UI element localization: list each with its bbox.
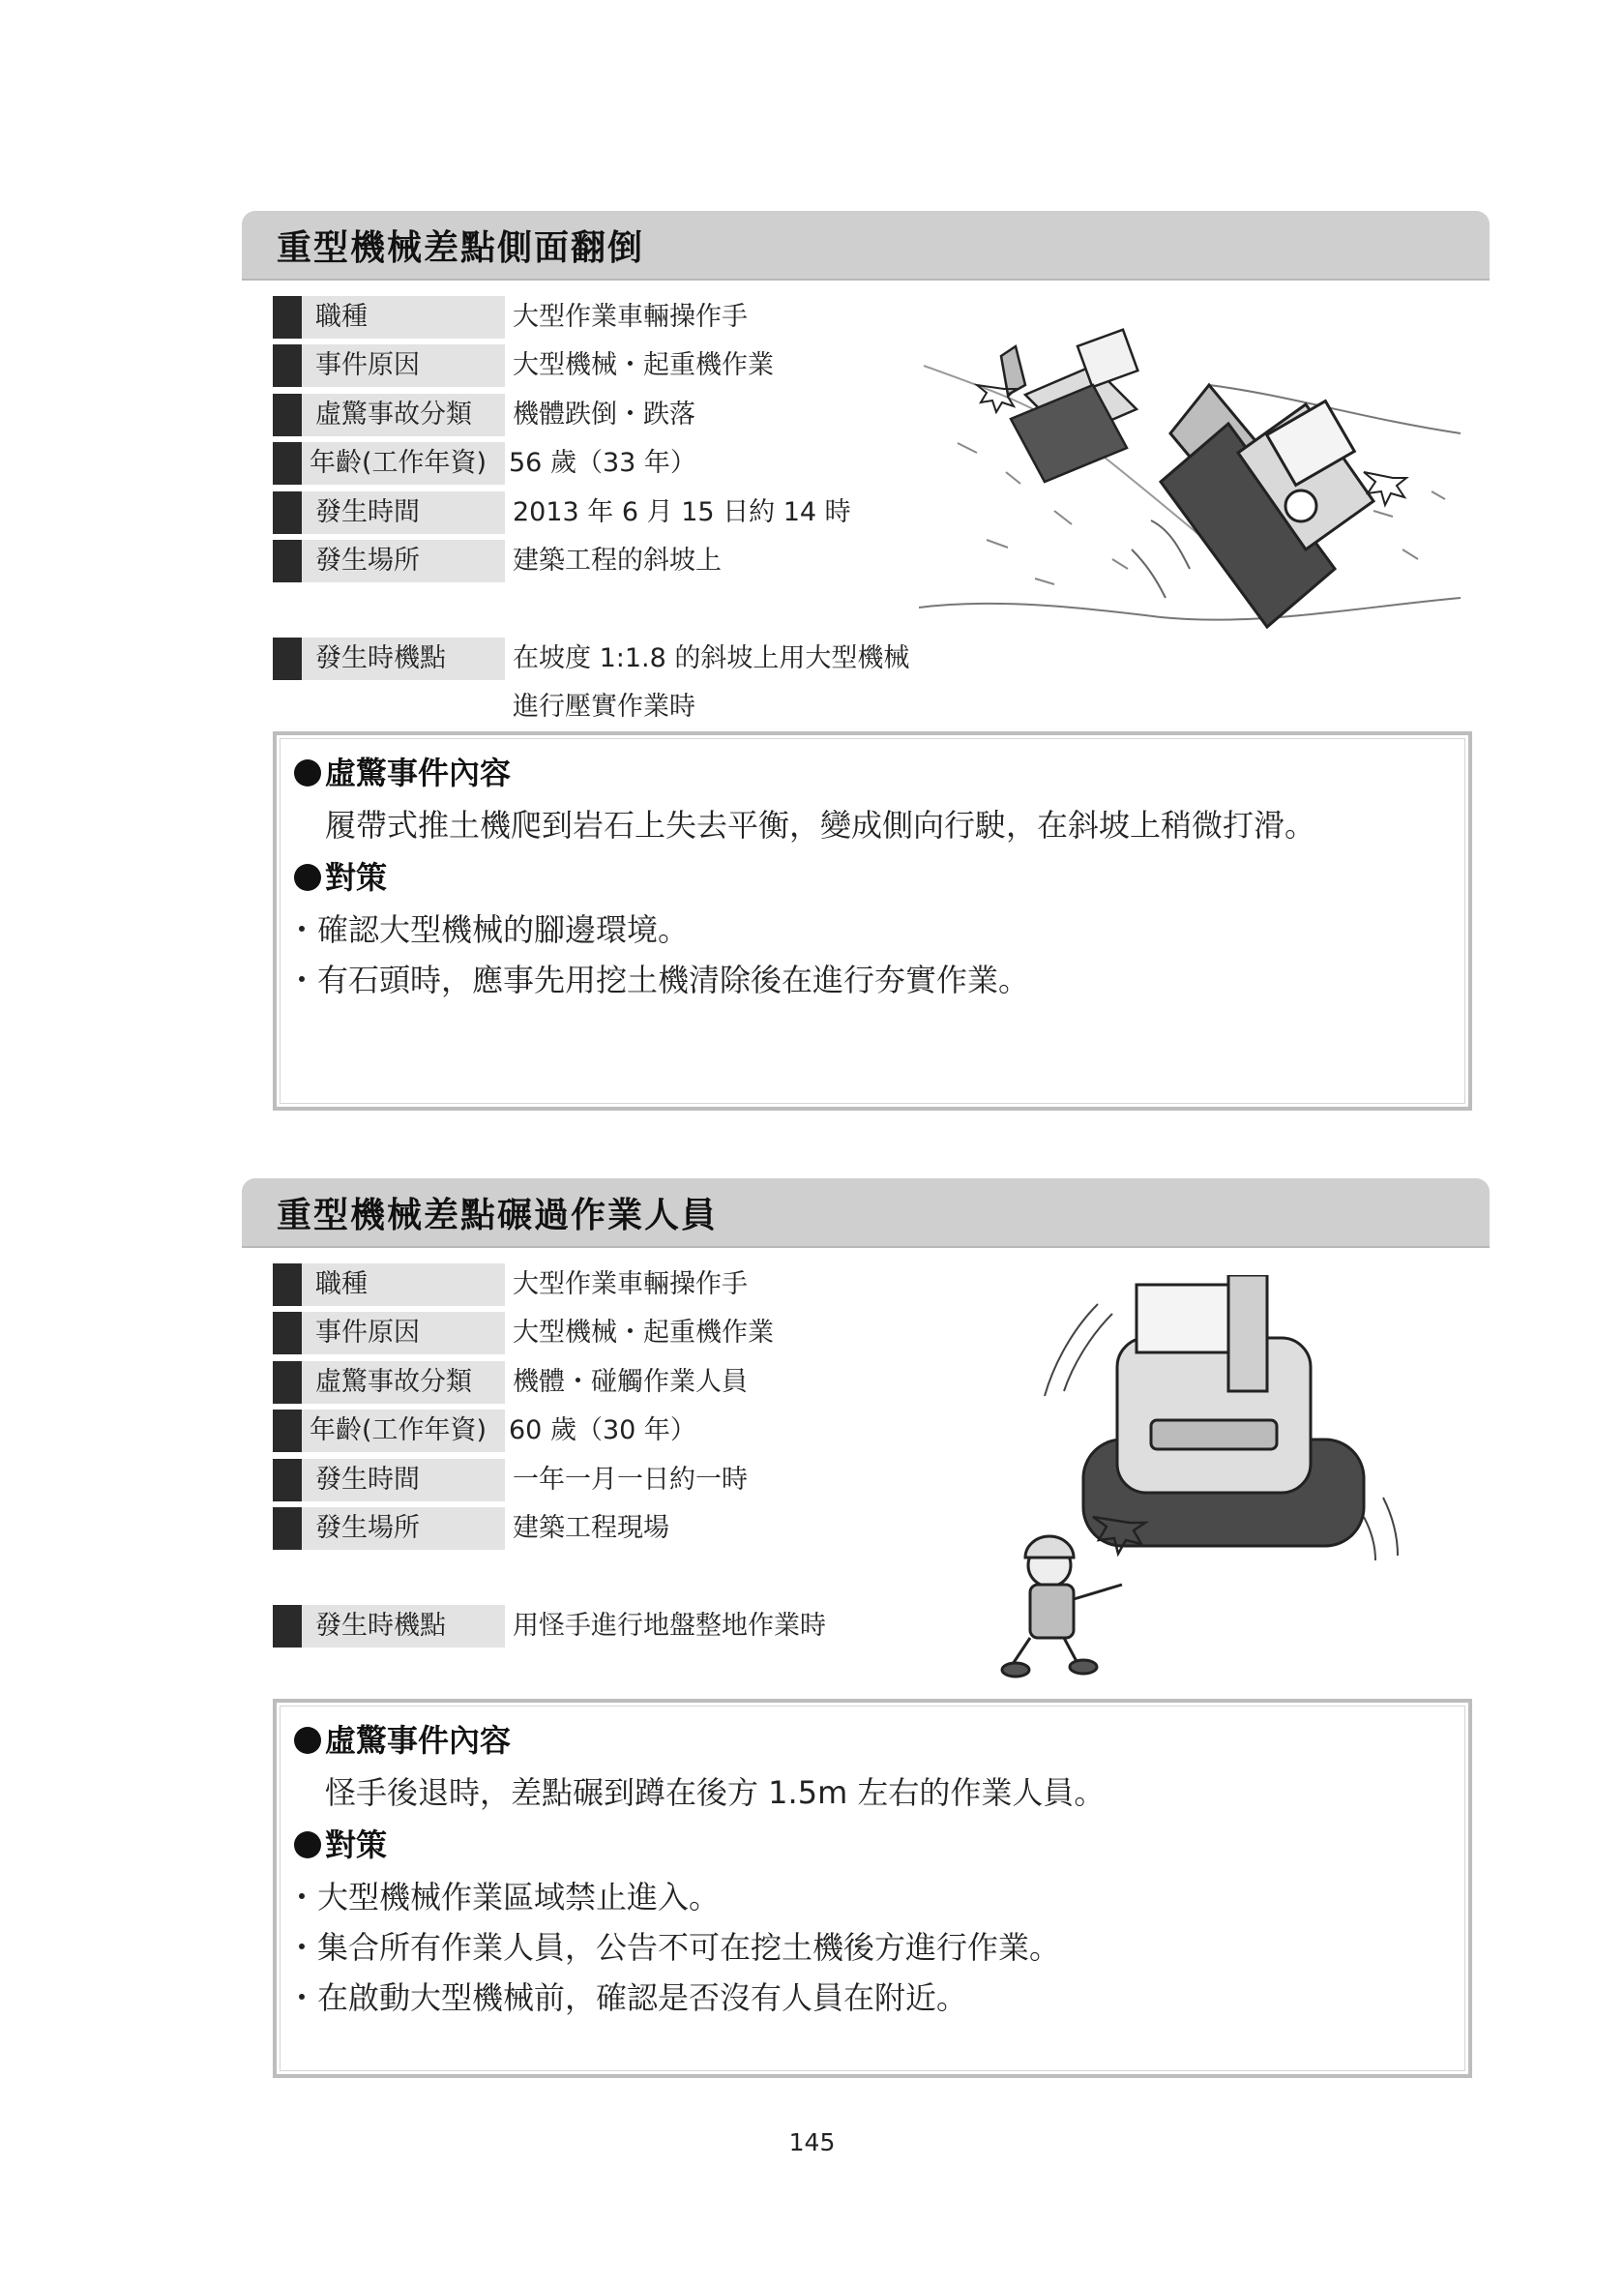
- row-marker: [273, 344, 302, 387]
- case-title: 重型機械差點側面翻倒: [277, 228, 645, 268]
- info-label: 年齡(工作年資): [302, 442, 505, 485]
- content-heading: [294, 749, 511, 793]
- info-value: 建築工程的斜坡上: [513, 546, 722, 576]
- bullet-icon: [294, 1727, 321, 1754]
- row-marker: [273, 1312, 302, 1354]
- case-section-2: [242, 1178, 1490, 2078]
- content-heading-text: 虛驚事件內容: [325, 755, 512, 791]
- info-value: 機體・碰觸作業人員: [513, 1367, 748, 1397]
- bullet-icon: [294, 1831, 321, 1858]
- bullet-icon: [294, 759, 321, 787]
- measures-heading: [294, 1821, 387, 1865]
- case-title-bar: [242, 211, 1490, 279]
- info-label: 虛驚事故分類: [302, 394, 505, 436]
- row-marker: [273, 1410, 302, 1452]
- info-label: 職種: [302, 296, 505, 339]
- measure-item: ・集合所有作業人員，公告不可在挖土機後方進行作業。: [286, 1929, 1061, 1966]
- measure-item: ・確認大型機械的腳邊環境。: [286, 911, 690, 948]
- bulldozer-slope-illustration: [919, 327, 1470, 656]
- content-heading-text: 虛驚事件內容: [325, 1722, 512, 1759]
- info-label: 發生時機點: [302, 638, 505, 680]
- case-content-box: [273, 731, 1472, 1111]
- bullet-icon: [294, 864, 321, 891]
- info-value: 大型作業車輛操作手: [513, 302, 748, 332]
- info-value: 機體跌倒・跌落: [513, 400, 695, 430]
- row-marker: [273, 638, 302, 680]
- info-label: 年齡(工作年資): [302, 1410, 505, 1452]
- info-label: 發生時間: [302, 1459, 505, 1501]
- row-marker: [273, 1507, 302, 1550]
- row-marker: [273, 1263, 302, 1306]
- row-marker: [273, 1459, 302, 1501]
- info-label: 發生時機點: [302, 1605, 505, 1648]
- info-label: 虛驚事故分類: [302, 1361, 505, 1404]
- measures-heading: [294, 853, 387, 898]
- info-value: 大型機械・起重機作業: [513, 350, 774, 380]
- info-value: 一年一月一日約一時: [513, 1465, 748, 1495]
- info-value: 56 歲（33 年）: [509, 448, 696, 478]
- info-value: 大型作業車輛操作手: [513, 1269, 748, 1299]
- info-value: 在坡度 1:1.8 的斜坡上用大型機械: [513, 643, 910, 673]
- measures-heading-text: 對策: [325, 1826, 388, 1863]
- row-marker: [273, 540, 302, 582]
- content-heading: [294, 1716, 511, 1761]
- info-value: 建築工程現場: [513, 1513, 669, 1543]
- content-text: 履帶式推土機爬到岩石上失去平衡，變成側向行駛，在斜坡上稍微打滑。: [325, 807, 1316, 844]
- row-marker: [273, 1605, 302, 1648]
- page-number: 145: [788, 2128, 836, 2156]
- measure-item: ・有石頭時，應事先用挖土機清除後在進行夯實作業。: [286, 962, 1030, 998]
- measure-item: ・大型機械作業區域禁止進入。: [286, 1879, 721, 1915]
- row-marker: [273, 394, 302, 436]
- excavator-worker-illustration: [996, 1275, 1441, 1681]
- case-content-box: [273, 1699, 1472, 2078]
- info-label: 發生時間: [302, 491, 505, 534]
- info-label: 發生場所: [302, 1507, 505, 1550]
- case-title-bar: [242, 1178, 1490, 1246]
- info-value-line2: 進行壓實作業時: [513, 692, 695, 722]
- info-value: 60 歲（30 年）: [509, 1415, 696, 1445]
- measures-heading-text: 對策: [325, 859, 388, 896]
- row-marker: [273, 296, 302, 339]
- case-section-1: [242, 211, 1490, 1111]
- info-label: 職種: [302, 1263, 505, 1306]
- case-title: 重型機械差點碾過作業人員: [277, 1196, 719, 1235]
- info-value: 用怪手進行地盤整地作業時: [513, 1611, 826, 1641]
- info-value: 大型機械・起重機作業: [513, 1318, 774, 1348]
- row-marker: [273, 442, 302, 485]
- row-marker: [273, 491, 302, 534]
- info-label: 事件原因: [302, 344, 505, 387]
- info-label: 發生場所: [302, 540, 505, 582]
- info-value: 2013 年 6 月 15 日約 14 時: [513, 497, 851, 527]
- row-marker: [273, 1361, 302, 1404]
- info-label: 事件原因: [302, 1312, 505, 1354]
- measure-item: ・在啟動大型機械前，確認是否沒有人員在附近。: [286, 1979, 968, 2016]
- content-text: 怪手後退時，差點碾到蹲在後方 1.5m 左右的作業人員。: [325, 1774, 1106, 1811]
